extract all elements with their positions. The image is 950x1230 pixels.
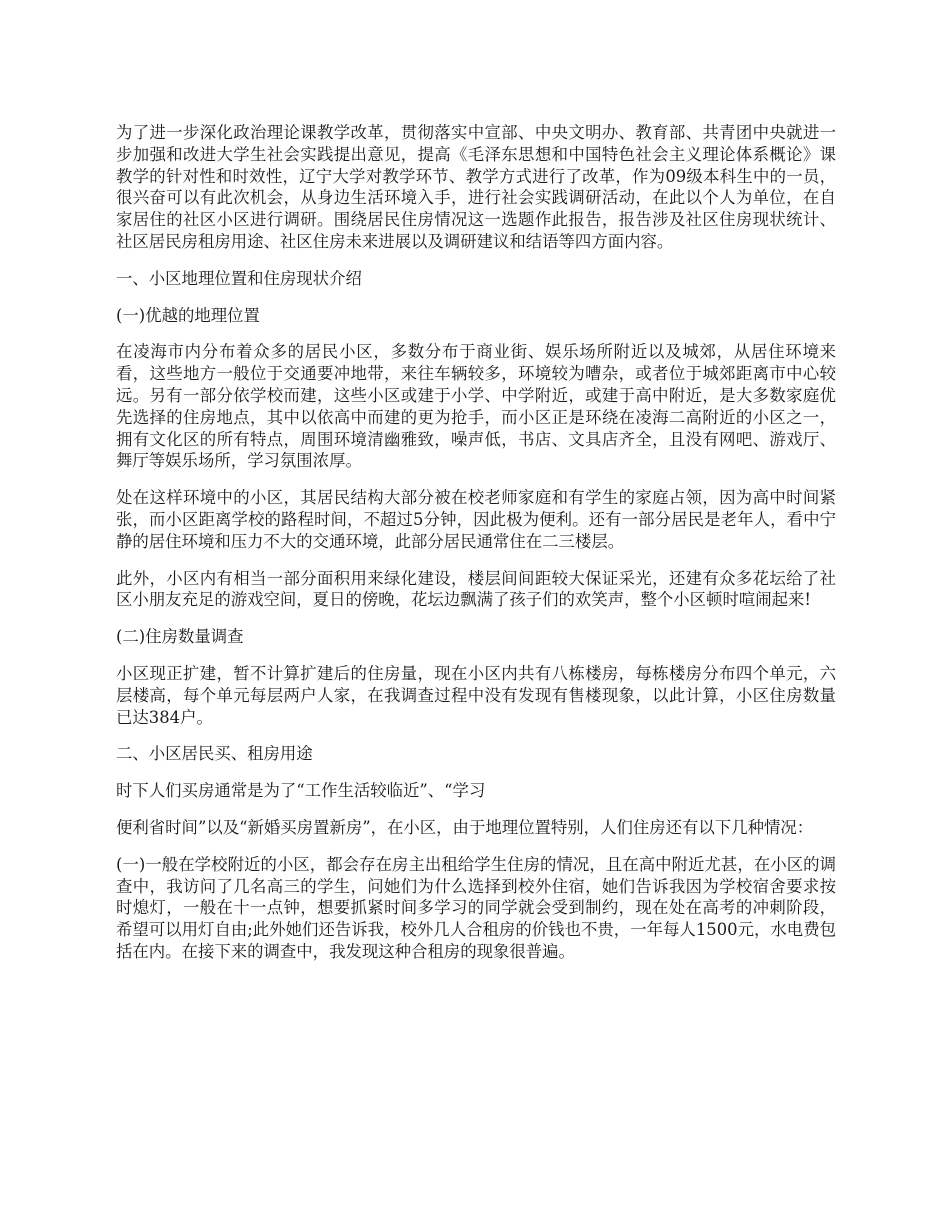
section-heading-2: 二、小区居民买、租房用途	[116, 744, 313, 764]
body-paragraph-greening: 此外，小区内有相当一部分面积用来绿化建设，楼层间间距较大保证采光，还建有众多花坛给了社区小朋友充足的游戏空间，夏日的傍晚，花坛边飘满了孩子们的欢笑声，整个小区顿时喧闹起来!	[116, 568, 836, 610]
document-page	[116, 122, 836, 978]
body-paragraph-housing-count: 小区现正扩建，暂不计算扩建后的住房量，现在小区内共有八栋楼房，每栋楼房分布四个单元，六层楼高，每个单元每层两户人家，在我调查过程中没有发现有售楼现象，以此计算，小区住房数量已达384户。	[116, 663, 836, 727]
body-paragraph-student-rental: (一)一般在学校附近的小区，都会存在房主出租给学生住房的情况，且在高中附近尤甚，在小区的调查中，我访问了几名高三的学生，问她们为什么选择到校外住宿，她们告诉我因为学校宿舍要求按时熄灯，一般在十一点钟，想要抓紧时间多学习的同学就会受到制约，现在处在高考的冲刺阶段，希望可以用灯自由;此外她们还告诉我，校外几人合租房的价钱也不贵，一年每人1500元，水电费包括在内。在接下来的调查中，我发现这种合租房的现象很普遍。	[116, 854, 836, 961]
section-heading-1: 一、小区地理位置和住房现状介绍	[116, 268, 362, 288]
intro-paragraph: 为了进一步深化政治理论课教学改革，贯彻落实中宣部、中央文明办、教育部、共青团中央就进一步加强和改进大学生社会实践提出意见，提高《毛泽东思想和中国特色社会主义理论体系概论》课教学的针对性和时效性，辽宁大学对教学环节、教学方式进行了改革，作为09级本科生中的一员，很兴奋可以有此次机会，从身边生活环境入手，进行社会实践调研活动，在此以个人为单位，在自家居住的社区小区进行调研。围绕居民住房情况这一选题作此报告，报告涉及社区住房现状统计、社区居民房租房用途、社区住房未来进展以及调研建议和结语等四方面内容。	[116, 123, 836, 251]
body-paragraph-purpose-start: 时下人们买房通常是为了“工作生活较临近”、“学习	[116, 781, 486, 801]
body-paragraph-location: 在凌海市内分布着众多的居民小区，多数分布于商业街、娱乐场所附近以及城郊，从居住环境来看，这些地方一般位于交通要冲地带，来往车辆较多，环境较为嘈杂，或者位于城郊距离市中心较远。另有一部分依学校而建，这些小区或建于小学、中学附近，或建于高中附近，是大多数家庭优先选择的住房地点，其中以依高中而建的更为抢手，而小区正是环绕在凌海二高附近的小区之一，拥有文化区的所有特点，周围环境清幽雅致，噪声低，书店、文具店齐全，且没有网吧、游戏厅、舞厅等娱乐场所，学习氛围浓厚。	[116, 342, 836, 471]
subsection-heading-1-1: (一)优越的地理位置	[116, 305, 260, 325]
body-paragraph-residents: 处在这样环境中的小区，其居民结构大部分被在校老师家庭和有学生的家庭占领，因为高中时间紧张，而小区距离学校的路程时间，不超过5分钟，因此极为便利。还有一部分居民是老年人，看中宁静的居住环境和压力不大的交通环境，此部分居民通常住在二三楼层。	[116, 488, 836, 551]
body-paragraph-purpose-continued: 便利省时间”以及“新婚买房置新房”，在小区，由于地理位置特别，人们住房还有以下几种情况：	[116, 817, 814, 837]
subsection-heading-1-2: (二)住房数量调查	[116, 627, 244, 647]
